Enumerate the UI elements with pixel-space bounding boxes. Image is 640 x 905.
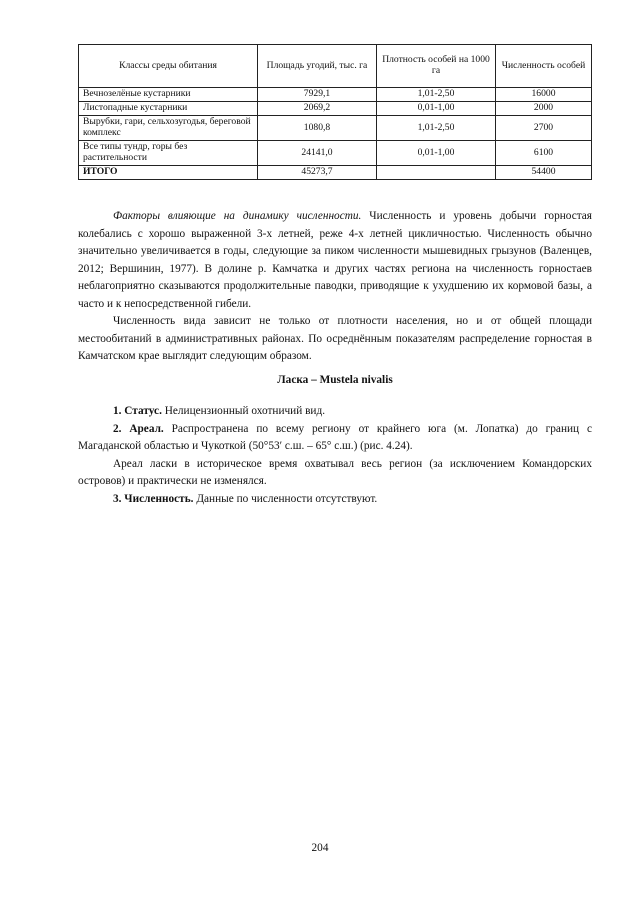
habitat-table — [78, 44, 592, 180]
table-cell: Вечнозелёные кустарники — [79, 88, 258, 102]
table-header-cell: Плотность особей на 1000 га — [377, 45, 496, 88]
table-header-row — [79, 45, 592, 88]
body-text-lower — [78, 403, 592, 508]
table-cell: ИТОГО — [79, 166, 258, 180]
paragraph-status — [78, 403, 592, 421]
table-total-row — [79, 166, 592, 180]
table-cell — [377, 166, 496, 180]
table-header-cell: Классы среды обитания — [79, 45, 258, 88]
table-cell: 0,01-1,00 — [377, 141, 496, 166]
body-text-upper — [78, 208, 592, 366]
table-cell: 2700 — [496, 116, 592, 141]
table-cell: 7929,1 — [258, 88, 377, 102]
table-cell: 2069,2 — [258, 102, 377, 116]
table-cell: 2000 — [496, 102, 592, 116]
table-header-cell: Площадь угодий, тыс. га — [258, 45, 377, 88]
paragraph-areal-history: Ареал ласки в историческое время охватывал весь регион (за исключением Командорских островов) и практически не изменялся. — [78, 457, 592, 487]
table-cell: 24141,0 — [258, 141, 377, 166]
table-cell: 1080,8 — [258, 116, 377, 141]
abundance-label: 3. Численность. — [113, 492, 194, 505]
table-cell: Листопадные кустарники — [79, 102, 258, 116]
table-cell: 0,01-1,00 — [377, 102, 496, 116]
table-cell: 45273,7 — [258, 166, 377, 180]
table-cell: Все типы тундр, горы без растительности — [79, 141, 258, 166]
table-row — [79, 88, 592, 102]
status-text: Нелицензионный охотничий вид. — [161, 405, 326, 417]
paragraph-abundance — [78, 491, 592, 509]
abundance-text: Данные по численности отсутствуют. — [193, 492, 378, 505]
table-header-cell: Численность особей — [496, 45, 592, 88]
paragraph-text: Численность и уровень добычи горностая колебались с хорошо выраженной 3-х летней, реже 4-х летней цикличностью. Численность обычно значительно увеличивается в годы, следующие за пиком численности мышевидных грызунов (Валенцев, 2012; Вершинин, 1977). В долине р. Камчатка и других частях региона на численность горностаев неблагоприятно сказываются продолжительные паводки, приводящие к ухудшению их кормовой базы, а часто и к непосредственной гибели. — [78, 210, 592, 310]
table-cell: 6100 — [496, 141, 592, 166]
table-cell: Вырубки, гари, сельхозугодья, береговой комплекс — [79, 116, 258, 141]
paragraph-dynamics — [78, 208, 592, 313]
table-row — [79, 102, 592, 116]
paragraph-distribution: Численность вида зависит не только от плотности населения, но и от общей площади местообитаний в административных районах. По осреднённым показателям распределение горностая в Камчатском крае выглядит следующим образом. — [78, 315, 592, 362]
table-cell: 54400 — [496, 166, 592, 180]
table-cell: 1,01-2,50 — [377, 116, 496, 141]
page-number: 204 — [311, 842, 329, 854]
table-cell: 16000 — [496, 88, 592, 102]
table-cell: 1,01-2,50 — [377, 88, 496, 102]
table-row — [79, 116, 592, 141]
section-heading: Ласка – Mustela nivalis — [277, 374, 393, 386]
paragraph-areal — [78, 421, 592, 456]
table-row — [79, 141, 592, 166]
status-label: 1. Статус. — [113, 405, 162, 417]
areal-label: 2. Ареал. — [113, 422, 164, 435]
paragraph-italic-lead: Факторы влияющие на динамику численности. — [113, 210, 362, 222]
areal-text: Распространена по всему региону от крайнего юга (м. Лопатка) до границ с Магаданской областью и Чукоткой (50°53′ с.ш. – 65° с.ш.) (рис. 4.24). — [78, 422, 592, 452]
